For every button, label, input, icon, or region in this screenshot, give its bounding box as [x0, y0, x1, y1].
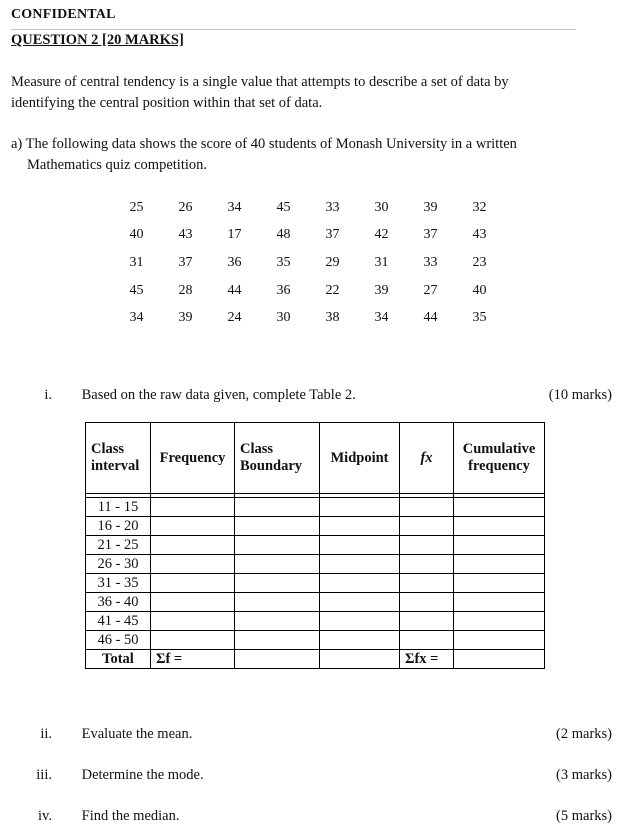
part-a-line-2: Mathematics quiz competition. [27, 157, 207, 173]
header-class-boundary: Class Boundary [235, 423, 320, 494]
empty-answer-cell[interactable] [400, 536, 454, 555]
score-cell: 43 [178, 227, 193, 243]
empty-answer-cell[interactable] [151, 498, 235, 517]
score-cell: 45 [129, 282, 144, 298]
empty-answer-cell[interactable] [454, 650, 545, 669]
score-cell: 31 [374, 254, 389, 270]
score-cell: 34 [129, 310, 144, 326]
question-ii-text: Evaluate the mean. [81, 726, 193, 742]
score-cell: 23 [472, 254, 487, 270]
header-midpoint: Midpoint [320, 423, 400, 494]
score-cell: 39 [423, 199, 438, 215]
score-cell: 43 [472, 227, 487, 243]
empty-answer-cell[interactable] [320, 631, 400, 650]
empty-answer-cell[interactable] [454, 574, 545, 593]
empty-answer-cell[interactable] [320, 612, 400, 631]
empty-answer-cell[interactable] [235, 631, 320, 650]
empty-answer-cell[interactable] [320, 498, 400, 517]
question-iii-marks: (3 marks) [556, 767, 612, 783]
frequency-table [85, 422, 545, 669]
table-row [86, 612, 545, 631]
question-iv-number: iv. [38, 808, 52, 824]
empty-answer-cell[interactable] [400, 555, 454, 574]
table-row [86, 517, 545, 536]
score-row [112, 304, 504, 332]
empty-answer-cell[interactable] [454, 536, 545, 555]
table-row [86, 555, 545, 574]
score-cell: 31 [129, 254, 144, 270]
class-interval-cell: 31 - 35 [86, 574, 151, 593]
score-row [112, 277, 504, 305]
question-title: QUESTION 2 [20 MARKS] [11, 32, 184, 48]
score-cell: 37 [325, 227, 340, 243]
empty-answer-cell[interactable] [235, 536, 320, 555]
empty-answer-cell[interactable] [454, 498, 545, 517]
empty-answer-cell[interactable] [151, 612, 235, 631]
question-i [22, 387, 356, 404]
question-iv [22, 808, 180, 825]
empty-answer-cell[interactable] [235, 498, 320, 517]
score-cell: 17 [227, 227, 242, 243]
empty-answer-cell[interactable] [400, 612, 454, 631]
question-iii [22, 767, 204, 784]
part-a-text [11, 134, 611, 176]
table-row [86, 593, 545, 612]
score-cell: 22 [325, 282, 340, 298]
empty-answer-cell[interactable] [454, 555, 545, 574]
class-interval-cell: 21 - 25 [86, 536, 151, 555]
score-cell: 29 [325, 254, 340, 270]
empty-answer-cell[interactable] [400, 593, 454, 612]
score-row [112, 249, 504, 277]
question-ii-marks: (2 marks) [556, 726, 612, 742]
score-cell: 34 [227, 199, 242, 215]
score-cell: 42 [374, 227, 389, 243]
empty-answer-cell[interactable] [320, 593, 400, 612]
class-interval-cell: 26 - 30 [86, 555, 151, 574]
score-cell: 48 [276, 227, 291, 243]
question-i-number: i. [44, 387, 52, 403]
score-cell: 37 [423, 227, 438, 243]
score-cell: 37 [178, 254, 193, 270]
empty-answer-cell[interactable] [235, 574, 320, 593]
empty-answer-cell[interactable] [400, 574, 454, 593]
table-row [86, 574, 545, 593]
empty-answer-cell[interactable] [151, 536, 235, 555]
question-iii-text: Determine the mode. [81, 767, 204, 783]
header-cumulative-frequency: Cumulative frequency [454, 423, 545, 494]
empty-answer-cell[interactable] [151, 517, 235, 536]
score-cell: 39 [178, 310, 193, 326]
score-cell: 40 [472, 282, 487, 298]
score-cell: 24 [227, 310, 242, 326]
question-i-text: Based on the raw data given, complete Table 2. [81, 387, 356, 403]
empty-answer-cell[interactable] [454, 517, 545, 536]
table-row [86, 631, 545, 650]
score-cell: 30 [374, 199, 389, 215]
score-cell: 33 [423, 254, 438, 270]
empty-answer-cell[interactable] [320, 574, 400, 593]
part-a-line-1: a) The following data shows the score of 40 students of Monash University in a written [11, 136, 517, 152]
empty-answer-cell[interactable] [454, 593, 545, 612]
score-cell: 28 [178, 282, 193, 298]
empty-answer-cell[interactable] [235, 517, 320, 536]
empty-answer-cell[interactable] [235, 650, 320, 669]
question-i-marks: (10 marks) [548, 387, 612, 403]
question-iii-number: iii. [36, 767, 52, 783]
confidential-label: CONFIDENTAL [11, 7, 116, 22]
empty-answer-cell[interactable] [151, 593, 235, 612]
score-cell: 44 [227, 282, 242, 298]
empty-answer-cell[interactable] [320, 517, 400, 536]
score-cell: 36 [227, 254, 242, 270]
total-label: Total [86, 650, 151, 669]
score-cell: 27 [423, 282, 438, 298]
empty-answer-cell[interactable] [400, 517, 454, 536]
empty-answer-cell[interactable] [151, 555, 235, 574]
total-row [86, 650, 545, 669]
class-interval-cell: 36 - 40 [86, 593, 151, 612]
question-iv-text: Find the median. [81, 808, 180, 824]
header-fx: fx [400, 423, 454, 494]
class-interval-cell: 11 - 15 [86, 498, 151, 517]
intro-paragraph [11, 72, 611, 114]
header-rule [11, 29, 576, 30]
empty-answer-cell[interactable] [235, 593, 320, 612]
class-interval-cell: 16 - 20 [86, 517, 151, 536]
sum-f-cell: Σf = [151, 650, 235, 669]
empty-answer-cell[interactable] [400, 631, 454, 650]
empty-answer-cell[interactable] [454, 631, 545, 650]
sum-fx-cell: Σfx = [400, 650, 454, 669]
score-cell: 36 [276, 282, 291, 298]
table-row [86, 536, 545, 555]
empty-answer-cell[interactable] [400, 498, 454, 517]
score-cell: 39 [374, 282, 389, 298]
table-row [86, 498, 545, 517]
empty-answer-cell[interactable] [235, 555, 320, 574]
score-cell: 32 [472, 199, 487, 215]
intro-line-2: identifying the central position within that set of data. [11, 95, 323, 111]
empty-answer-cell[interactable] [235, 612, 320, 631]
score-cell: 26 [178, 199, 193, 215]
empty-answer-cell[interactable] [454, 612, 545, 631]
score-row [112, 194, 504, 222]
header-frequency: Frequency [151, 423, 235, 494]
empty-answer-cell[interactable] [320, 650, 400, 669]
intro-line-1: Measure of central tendency is a single value that attempts to describe a set of data by [11, 74, 509, 90]
score-cell: 35 [276, 254, 291, 270]
score-cell: 38 [325, 310, 340, 326]
class-interval-cell: 46 - 50 [86, 631, 151, 650]
empty-answer-cell[interactable] [151, 574, 235, 593]
question-iv-marks: (5 marks) [556, 808, 612, 824]
score-cell: 45 [276, 199, 291, 215]
class-interval-cell: 41 - 45 [86, 612, 151, 631]
score-cell: 44 [423, 310, 438, 326]
score-cell: 40 [129, 227, 144, 243]
score-cell: 35 [472, 310, 487, 326]
empty-answer-cell[interactable] [320, 555, 400, 574]
question-ii [22, 726, 192, 743]
header-class-interval: Class interval [86, 423, 151, 494]
empty-answer-cell[interactable] [320, 536, 400, 555]
question-ii-number: ii. [40, 726, 52, 742]
score-cell: 25 [129, 199, 144, 215]
score-cell: 30 [276, 310, 291, 326]
score-cell: 33 [325, 199, 340, 215]
empty-answer-cell[interactable] [151, 631, 235, 650]
score-cell: 34 [374, 310, 389, 326]
score-row [112, 222, 504, 250]
score-data-grid [112, 194, 504, 332]
